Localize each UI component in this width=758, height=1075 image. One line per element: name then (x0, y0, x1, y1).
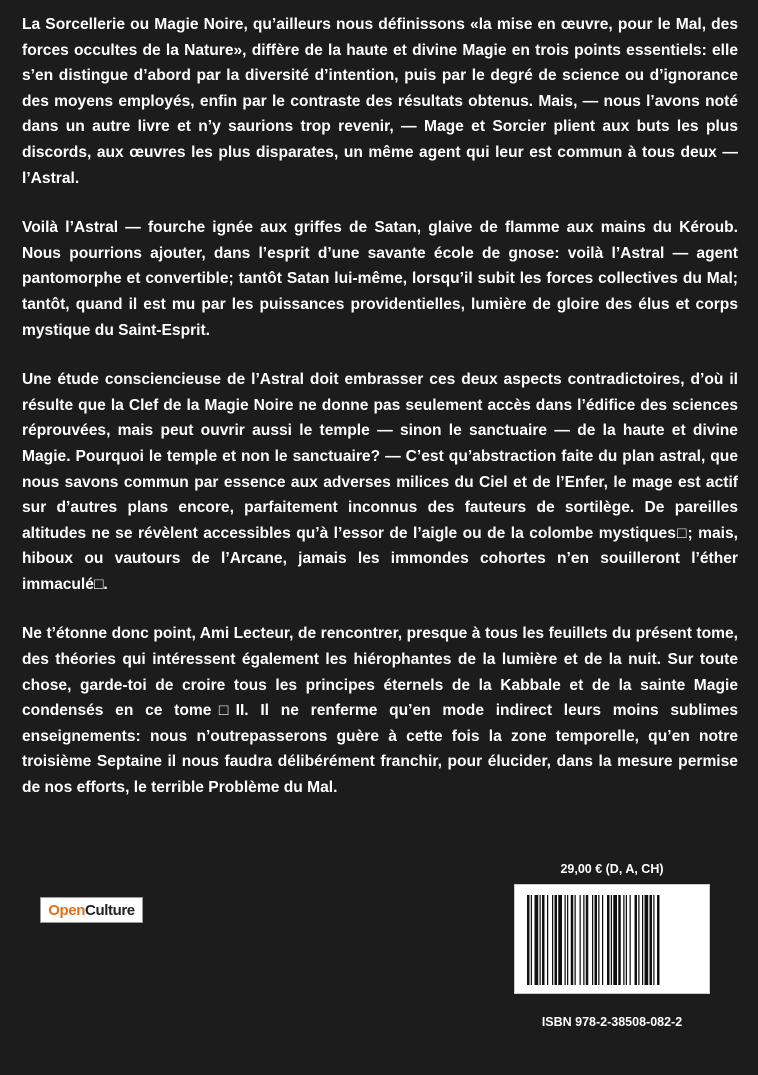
barcode-bar (540, 895, 541, 985)
barcode-bar (575, 895, 576, 985)
barcode-bar (580, 895, 581, 985)
barcode (514, 884, 710, 994)
barcode-bar (635, 895, 638, 985)
barcode-bar (653, 895, 654, 985)
barcode-bar (535, 895, 539, 985)
barcode-bar (613, 895, 617, 985)
barcode-bar (618, 895, 621, 985)
barcode-bar (607, 895, 610, 985)
logo-open-text: Open (48, 901, 86, 919)
barcode-bar (623, 895, 624, 985)
paragraph-1: La Sorcellerie ou Magie Noire, qu’ailleurs nous définissons «la mise en œuvre, pour le Mal, des forces occultes de la Nature», diffère de la haute et divine Magie en trois points essentiels: elle s’en distingue d’abord par la diversité d’intention, puis par le degré de science ou d’ignorance des moyens employés, enfin par le contraste des résultats obtenus. Mais, — nous l’avons noté dans un autre livre et n’y saurions trop revenir, — Mage et Sorcier plient aux buts les plus discords, aux œuvres les plus disparates, un même agent qui leur est commun à tous deux — l’Astral. (22, 16, 738, 187)
barcode-bar (542, 895, 545, 985)
barcode-bar (571, 895, 574, 985)
barcode-bar (583, 895, 584, 985)
barcode-bar (527, 895, 530, 985)
logo-culture-text: Culture (85, 901, 135, 919)
barcode-bar (650, 895, 653, 985)
barcode-bar (645, 895, 649, 985)
isbn-label: ISBN 978-2-38508-082-2 (541, 1015, 683, 1029)
paragraph-3: Une étude consciencieuse de l’Astral doit embrasser ces deux aspects contradictoires, d’où il résulte que la Clef de la Magie Noire ne donne pas seulement accès dans l’édifice des sciences réprouvées, mais peut ouvrir aussi le temple — sinon le sanctuaire — de la haute et divine Magie. Pourquoi le temple et non le sanctuaire? — C’est qu’abstraction faite du plan astral, que nous savons commun par essence aux adverses milices du Ciel et de l’Enfer, le mage est actif sur d’autres plans encore, parfaitement inconnus des fauteurs de sortilège. De pareilles altitudes ne se révèlent accessibles qu’à l’essor de l’aigle ou de la colombe mystiques□; mais, hiboux ou vautours de l’Arcane, jamais les immondes cohortes n’en souilleront l’éther immaculé□. (22, 371, 738, 593)
barcode-bar (630, 895, 631, 985)
barcode-bar (558, 895, 562, 985)
barcode-bar (602, 895, 603, 985)
barcode-bar (657, 895, 660, 985)
price-label: 29,00 € (D, A, CH) (560, 862, 664, 876)
barcode-bar (531, 895, 532, 985)
barcode-bar (595, 895, 598, 985)
barcode-bar (598, 895, 599, 985)
paragraph-4: Ne t’étonne donc point, Ami Lecteur, de rencontrer, presque à tous les feuillets du présent tome, des théories qui intéressent également les hiérophantes de la lumière et de la nuit. Sur toute chose, garde-toi de croire tous les principes éternels de la Kabbale et de la sainte Magie condensés en ce tome□II. Il ne renferme qu’en mode indirect leurs moins sublimes enseignements: nous n’outrepasserons guère à cette fois la zone temporelle, qu’en notre troisième Septaine il nous faudra délibérément franchir, pour élucider, dans la mesure permise de nos efforts, le terrible Problème du Mal. (22, 625, 738, 797)
barcode-bar (642, 895, 643, 985)
barcode-bar (586, 895, 589, 985)
barcode-graphic (515, 885, 711, 995)
barcode-bar (611, 895, 612, 985)
publisher-logo (40, 897, 143, 923)
barcode-bar (552, 895, 553, 985)
barcode-bar (638, 895, 639, 985)
barcode-bar (565, 895, 566, 985)
barcode-bar (547, 895, 548, 985)
barcode-bar (592, 895, 593, 985)
barcode-bar (555, 895, 558, 985)
barcode-bar (626, 895, 627, 985)
barcode-bar (567, 895, 568, 985)
back-cover-text (22, 12, 738, 825)
paragraph-2: Voilà l’Astral — fourche ignée aux griffes de Satan, glaive de flamme aux mains du Kéroub. Nous pourrions ajouter, dans l’esprit d’une savante école de gnose: voilà l’Astral — agent pantomorphe et convertible; tantôt Satan lui-même, lorsqu’il subit les forces collectives du Mal; tantôt, quand il est mu par les puissances providentielles, lumière de gloire des élus et corps mystique du Saint-Esprit. (22, 219, 738, 339)
